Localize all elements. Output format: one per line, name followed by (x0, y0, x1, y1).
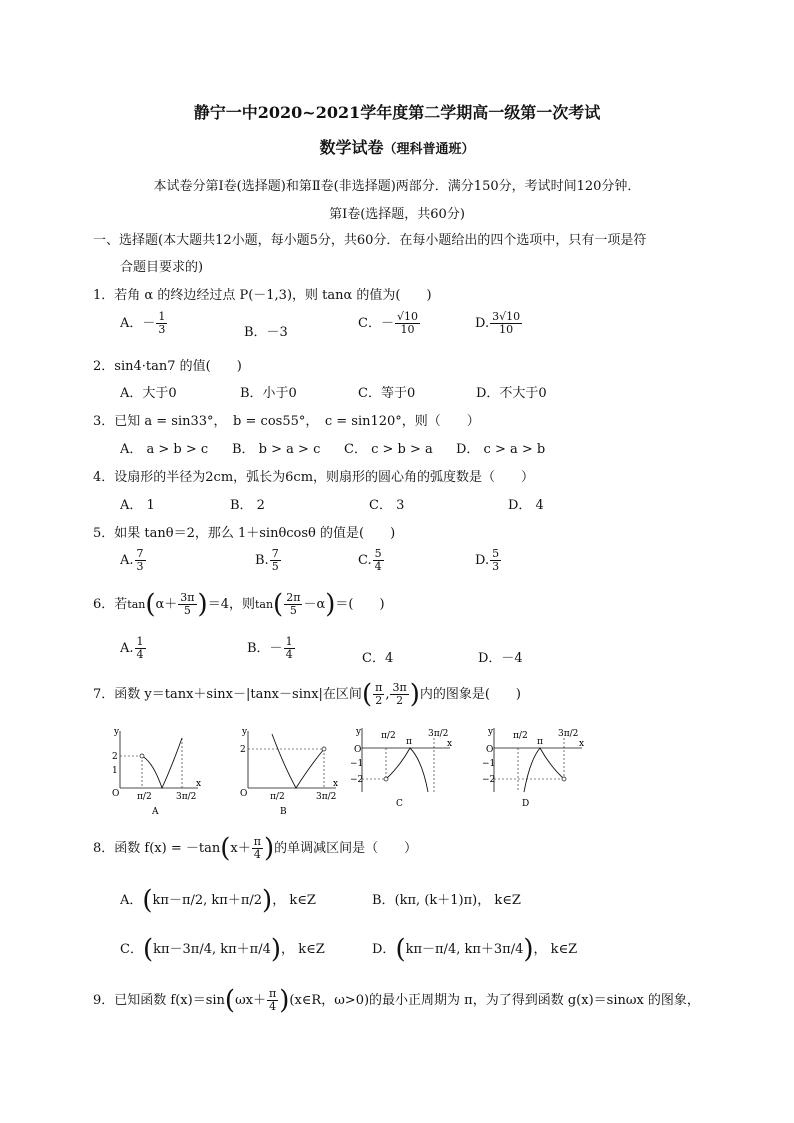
q6-stem: 6．若tan(α＋ $\frac{3\pi}{5}$ )＝4，则tan( $\frac{2\pi}{5}$ －α)＝( ) (93, 589, 385, 620)
subtitle-note: （理科普通班） (383, 142, 475, 157)
graph-a-curve (142, 738, 182, 788)
q7-graph-b (238, 726, 338, 820)
q1-option-c: C．－ $\frac{√10}{10}$ (358, 310, 418, 336)
q7-stem: 7．函数 y＝tanx＋sinx－|tanx－sinx|在区间( $\frac{\pi}{2}$ , $\frac{3\pi}{2}$ )内的图象是( ) (93, 679, 522, 710)
q4-stem: 4．设扇形的半径为2cm，弧长为6cm，则扇形的圆心角的弧度数是（ ） (93, 470, 535, 485)
q3-option-a: A． a > b > c (120, 442, 209, 457)
graph-a-tick-3pi2: 3π/2 (176, 792, 197, 802)
graph-b-origin: O (240, 789, 248, 799)
graph-d-origin: O (486, 745, 494, 755)
graph-c-origin: O (354, 745, 362, 755)
section-line-2: 合题目要求的) (120, 260, 204, 275)
graph-a-label: A (152, 807, 159, 817)
graph-c-tick-neg1: −1 (350, 759, 364, 769)
q8-option-a: A．(kπ－π/2, kπ＋π/2)， k∈Z (120, 885, 316, 916)
q5-option-a: A. $\frac{7}{3}$ (120, 547, 144, 573)
graph-a-tick-2: 2 (112, 752, 118, 762)
graph-c-tick-pi: π (406, 737, 412, 747)
q7-graph-c (352, 726, 452, 810)
graph-a-tick-pi2: π/2 (137, 792, 152, 802)
q5-option-b: B. $\frac{7}{5}$ (255, 547, 279, 573)
q2-stem: 2．sin4·tan7 的值( ) (93, 359, 242, 374)
graph-d-curve (524, 748, 564, 792)
q3-option-c: C． c > b > a (344, 442, 433, 457)
q6-option-a: A. $\frac{1}{4}$ (120, 635, 144, 661)
graph-d-label: D (522, 799, 530, 809)
graph-a-origin: O (112, 789, 120, 799)
q3-option-b: B． b > a > c (232, 442, 321, 457)
graph-d-y-label: y (488, 727, 494, 737)
q6-option-b: B．－ $\frac{1}{4}$ (247, 635, 293, 661)
graph-b-curve (272, 734, 324, 788)
q8-option-b: B．(kπ, (k＋1)π)， k∈Z (372, 893, 521, 908)
q6-option-c: C．4 (362, 651, 394, 666)
q3-option-d: D． c > a > b (456, 442, 546, 457)
graph-b-label: B (280, 807, 287, 817)
q2-option-c: C．等于0 (358, 386, 416, 401)
graph-a-tick-1: 1 (112, 766, 118, 776)
subtitle-main: 数学试卷 (319, 138, 384, 157)
graph-d-tick-3pi2: 3π/2 (558, 729, 579, 739)
q1-option-b: B．－3 (244, 325, 288, 340)
graph-b-y-label: y (242, 727, 248, 737)
exam-title: 静宁一中2020~2021学年度第二学期高一级第一次考试 (193, 103, 601, 122)
graph-c-tick-pi2: π/2 (381, 731, 396, 741)
q1-option-a: A．－ $\frac{1}{3}$ (120, 310, 166, 336)
q2-option-a: A．大于0 (120, 386, 177, 401)
graph-d-tick-pi2: π/2 (513, 731, 528, 741)
graph-b-x-label: x (333, 779, 339, 789)
graph-d-tick-pi: π (537, 737, 543, 747)
graph-b-tick-pi2: π/2 (270, 792, 285, 802)
graph-c-y-label: y (356, 727, 362, 737)
q1-stem: 1．若角 α 的终边经过点 P(－1,3)，则 tanα 的值为( ) (93, 288, 432, 303)
graph-d-x-label: x (579, 739, 585, 749)
q2-option-b: B．小于0 (240, 386, 297, 401)
section-line-1: 一、选择题(本大题共12小题，每小题5分，共60分．在每小题给出的四个选项中，只有一项是符 (93, 233, 647, 248)
q7-graph-d (484, 726, 584, 810)
q1-option-d: D. $\frac{3√10}{10}$ (475, 310, 521, 336)
q9-stem: 9．已知函数 f(x)＝sin(ωx＋ $\frac{\pi}{4}$ )(x∈R，ω>0)的最小正周期为 π，为了得到函数 g(x)＝sinωx 的图象， (93, 985, 700, 1016)
q2-option-d: D．不大于0 (476, 386, 547, 401)
graph-c-label: C (396, 799, 403, 809)
graph-b-tick-2: 2 (240, 745, 246, 755)
q4-option-d: D． 4 (508, 498, 544, 513)
graph-b-tick-3pi2: 3π/2 (316, 792, 337, 802)
q8-stem: 8．函数 f(x) = －tan(x＋ $\frac{\pi}{4}$ )的单调减区间是（ ） (93, 833, 418, 864)
q5-option-d: D. $\frac{5}{3}$ (475, 547, 500, 573)
q4-option-b: B． 2 (230, 498, 265, 513)
exam-subtitle (0, 135, 794, 158)
q4-option-a: A． 1 (120, 498, 155, 513)
graph-c-tick-3pi2: 3π/2 (428, 729, 449, 739)
exam-intro: 本试卷分第Ⅰ卷(选择题)和第Ⅱ卷(非选择题)两部分．满分150分，考试时间120分钟． (153, 179, 641, 194)
graph-c-curve (386, 748, 428, 792)
graph-d-tick-neg2: −2 (482, 775, 496, 785)
q7-graph-a (108, 726, 203, 820)
graph-c-tick-neg2: −2 (350, 775, 364, 785)
q5-stem: 5．如果 tanθ＝2，那么 1＋sinθcosθ 的值是( ) (93, 526, 396, 541)
q8-option-d: D．(kπ－π/4, kπ＋3π/4)， k∈Z (372, 934, 578, 965)
graph-a-y-label: y (114, 727, 120, 737)
q6-option-d: D．－4 (478, 651, 523, 666)
q5-option-c: C. $\frac{5}{4}$ (358, 547, 382, 573)
q4-option-c: C． 3 (369, 498, 405, 513)
q8-option-c: C．(kπ－3π/4, kπ＋π/4)， k∈Z (120, 934, 325, 965)
graph-d-tick-neg1: −1 (482, 759, 496, 769)
graph-a-x-label: x (196, 779, 202, 789)
q3-stem: 3．已知 a = sin33°， b = cos55°， c = sin120°，则（ ） (93, 414, 480, 429)
graph-c-x-label: x (447, 739, 453, 749)
part-heading: 第Ⅰ卷(选择题，共60分) (329, 207, 465, 222)
